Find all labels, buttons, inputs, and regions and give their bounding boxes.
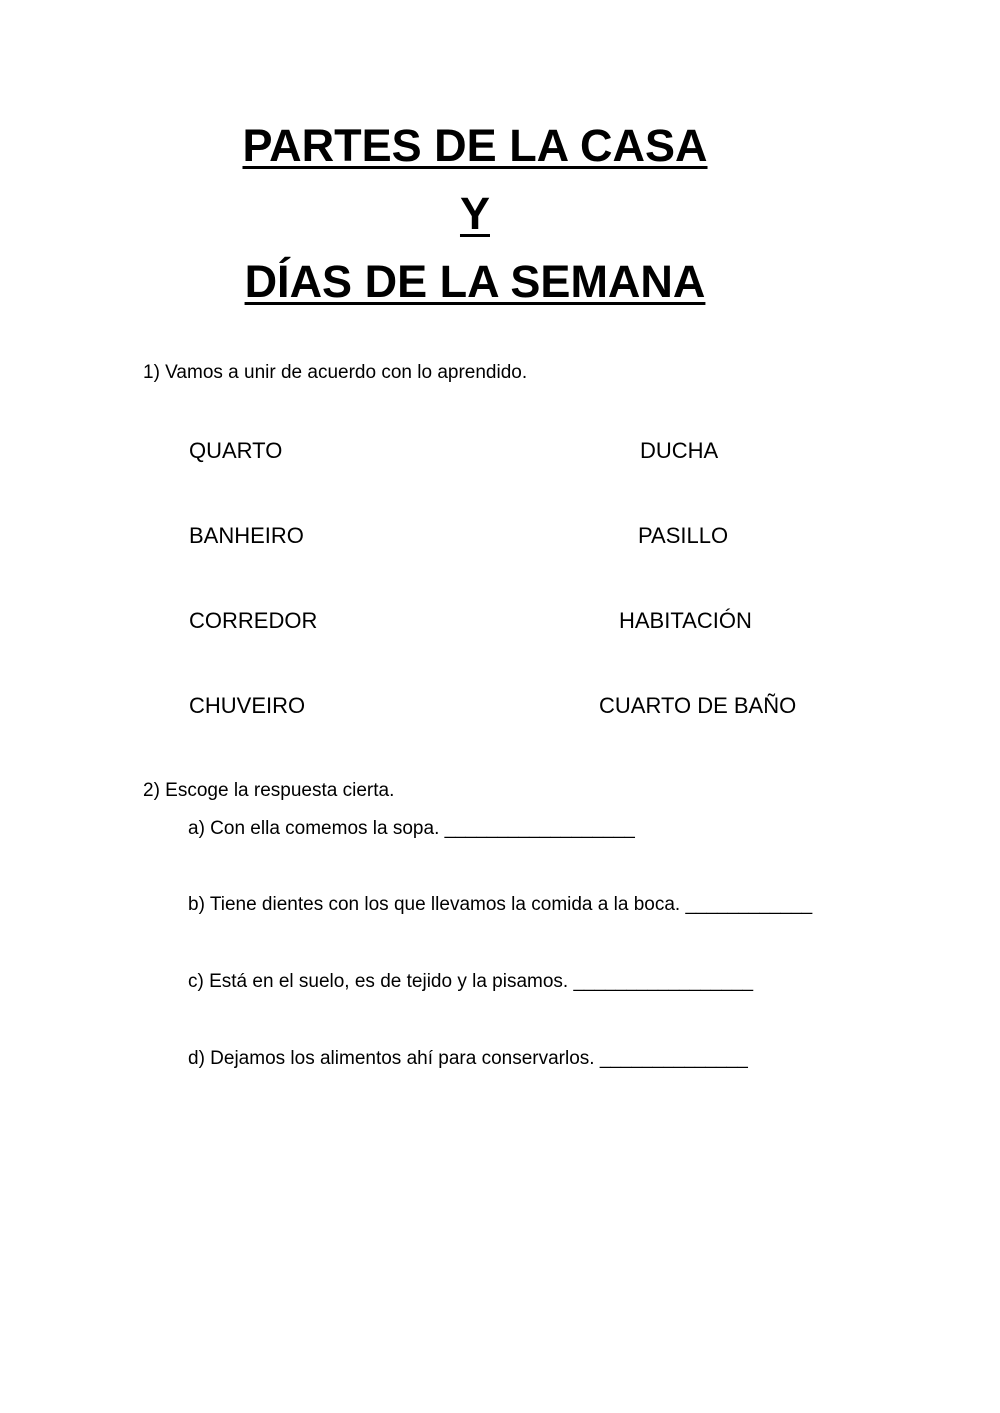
left-word: BANHEIRO xyxy=(189,523,304,548)
title-line-3: DÍAS DE LA SEMANA xyxy=(244,256,706,307)
left-word: QUARTO xyxy=(189,438,283,463)
question-d: d) Dejamos los alimentos ahí para conservarlos. ______________ xyxy=(188,1048,748,1069)
exercise-2-instruction: 2) Escoge la respuesta cierta. xyxy=(143,780,395,801)
exercise-1-instruction: 1) Vamos a unir de acuerdo con lo aprendido. xyxy=(143,362,528,383)
question-a: a) Con ella comemos la sopa. __________________ xyxy=(188,818,635,839)
left-word: CHUVEIRO xyxy=(189,693,306,718)
question-b: b) Tiene dientes con los que llevamos la comida a la boca. ____________ xyxy=(188,894,813,915)
right-word: PASILLO xyxy=(638,523,729,548)
right-word: DUCHA xyxy=(640,438,719,463)
right-word: CUARTO DE BAÑO xyxy=(599,693,797,718)
question-c: c) Está en el suelo, es de tejido y la pisamos. _________________ xyxy=(188,971,754,992)
right-word: HABITACIÓN xyxy=(619,608,752,633)
title-line-1: PARTES DE LA CASA xyxy=(242,120,708,171)
title-line-2: Y xyxy=(459,188,490,239)
left-word: CORREDOR xyxy=(189,608,318,633)
